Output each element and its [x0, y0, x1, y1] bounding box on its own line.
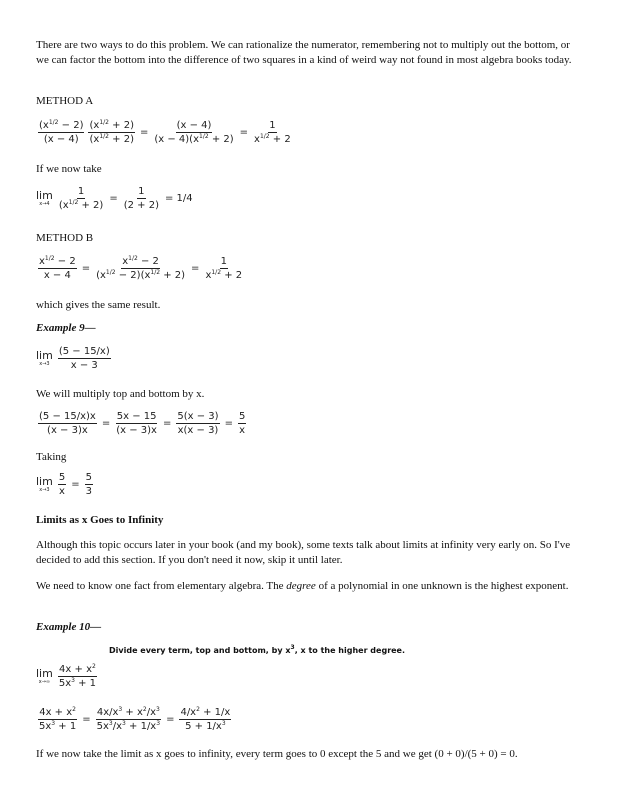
equals-sign: =: [239, 127, 249, 138]
example-10-heading: Example 10—: [36, 621, 102, 633]
fraction: $\frac{(x^{1/2} + 2)}{(x^{1/2} + 2)}$: [89, 119, 134, 145]
fraction: $\frac{(5 - 15/x)}{x - 3}$: [58, 346, 110, 371]
example-9-limit: [36, 346, 113, 371]
limit-result: = 1/4: [164, 193, 193, 204]
multiply-text: We will multiply top and bottom by x.: [36, 388, 205, 400]
limit-operator: lim x→3: [36, 474, 53, 493]
fraction: $\frac{x^{1/2} - 2}{(x^{1/2} - 2)(x^{1/2} + 2)}$: [96, 255, 186, 281]
infinity-paragraph-1: Although this topic occurs later in your book (and my book), some texts talk about limits at infinity very early on. So I've decided to add this section. If you don't need it now, skip it until later.: [36, 539, 571, 566]
method-b-equation: [36, 256, 245, 281]
intro-paragraph: There are two ways to do this problem. We can rationalize the numerator, remembering not to multiply out the bottom, or we can factor the bottom into the difference of two squares in a kind of weird way not found in most algebra books today.: [36, 39, 572, 66]
fraction: $\frac{1}{(x^{1/2} + 2)}$: [58, 186, 104, 211]
limit-operator: lim x→∞: [36, 666, 53, 685]
fraction: $\frac{4x + x^2}{5x^3 + 1}$: [58, 663, 97, 689]
example-9-result: [36, 472, 95, 497]
equals-sign: =: [224, 418, 233, 429]
infinity-paragraph-2: We need to know one fact from elementary algebra. The degree of a polynomial in one unknown is the highest exponent.: [36, 580, 569, 592]
equals-sign: =: [101, 418, 111, 429]
example-9-heading: Example 9—: [36, 322, 96, 334]
fraction: $\frac{(x - 4)}{(x - 4)(x^{1/2} + 2)}$: [154, 120, 234, 145]
fraction: $\frac{1}{(2 + 2)}$: [123, 186, 159, 211]
method-a-equation: [36, 120, 294, 145]
fraction: $\frac{4x + x^2}{5x^3 + 1}$: [39, 706, 77, 732]
example-10-limit: [36, 664, 99, 689]
take-text: If we now take: [36, 163, 102, 175]
limit-equation: [36, 186, 196, 211]
infinity-heading: Limits as x Goes to Infinity: [36, 514, 164, 526]
fraction: $\frac{x^{1/2} - 2}{x - 4}$: [39, 255, 76, 281]
fraction: $\frac{1}{x^{1/2} + 2}$: [205, 256, 243, 281]
example-9-equation: [36, 411, 248, 436]
method-a-heading: METHOD A: [36, 95, 94, 107]
fraction: $\frac{4/x^2 + 1/x}{5 + 1/x^3}$: [180, 706, 231, 732]
fraction: $\frac{5x - 15}{(x - 3)x}$: [116, 411, 157, 436]
equals-sign: =: [81, 263, 91, 274]
taking-text: Taking: [36, 451, 67, 463]
fraction: $\frac{4x/x^3 + x^2/x^3}{5x^3/x^3 + 1/x^3}$: [96, 706, 161, 732]
method-b-heading: METHOD B: [36, 232, 94, 244]
same-result-text: which gives the same result.: [36, 299, 161, 311]
equals-sign: =: [166, 714, 175, 725]
equals-sign: =: [82, 714, 91, 725]
equals-sign: =: [162, 418, 172, 429]
fraction: $\frac{5}{x}$: [58, 472, 66, 497]
fraction: $\frac{1}{x^{1/2} + 2}$: [254, 120, 291, 145]
limit-operator: lim x→4: [36, 188, 53, 207]
fraction: $\frac{5}{x}$: [238, 411, 246, 436]
equals-sign: =: [139, 127, 149, 138]
example-10-equation: [36, 707, 233, 732]
limit-operator: lim x→3: [36, 348, 53, 367]
fraction: $\frac{5(x - 3)}{x(x - 3)}$: [177, 411, 219, 436]
equals-sign: =: [71, 479, 80, 490]
fraction: $\frac{(5 - 15/x)x}{(x - 3)x}$: [39, 411, 96, 436]
equals-sign: =: [191, 263, 200, 274]
fraction: $\frac{(x^{1/2} - 2)}{(x - 4)}$: [39, 119, 84, 145]
fraction: $\frac{5}{3}$: [85, 472, 92, 497]
equals-sign: =: [109, 193, 118, 204]
divide-note: Divide every term, top and bottom, by $x^3$, x to the higher degree.: [109, 644, 406, 655]
final-paragraph: If we now take the limit as x goes to infinity, every term goes to 0 except the 5 and we get (0 + 0)/(5 + 0) = 0.: [36, 748, 518, 760]
